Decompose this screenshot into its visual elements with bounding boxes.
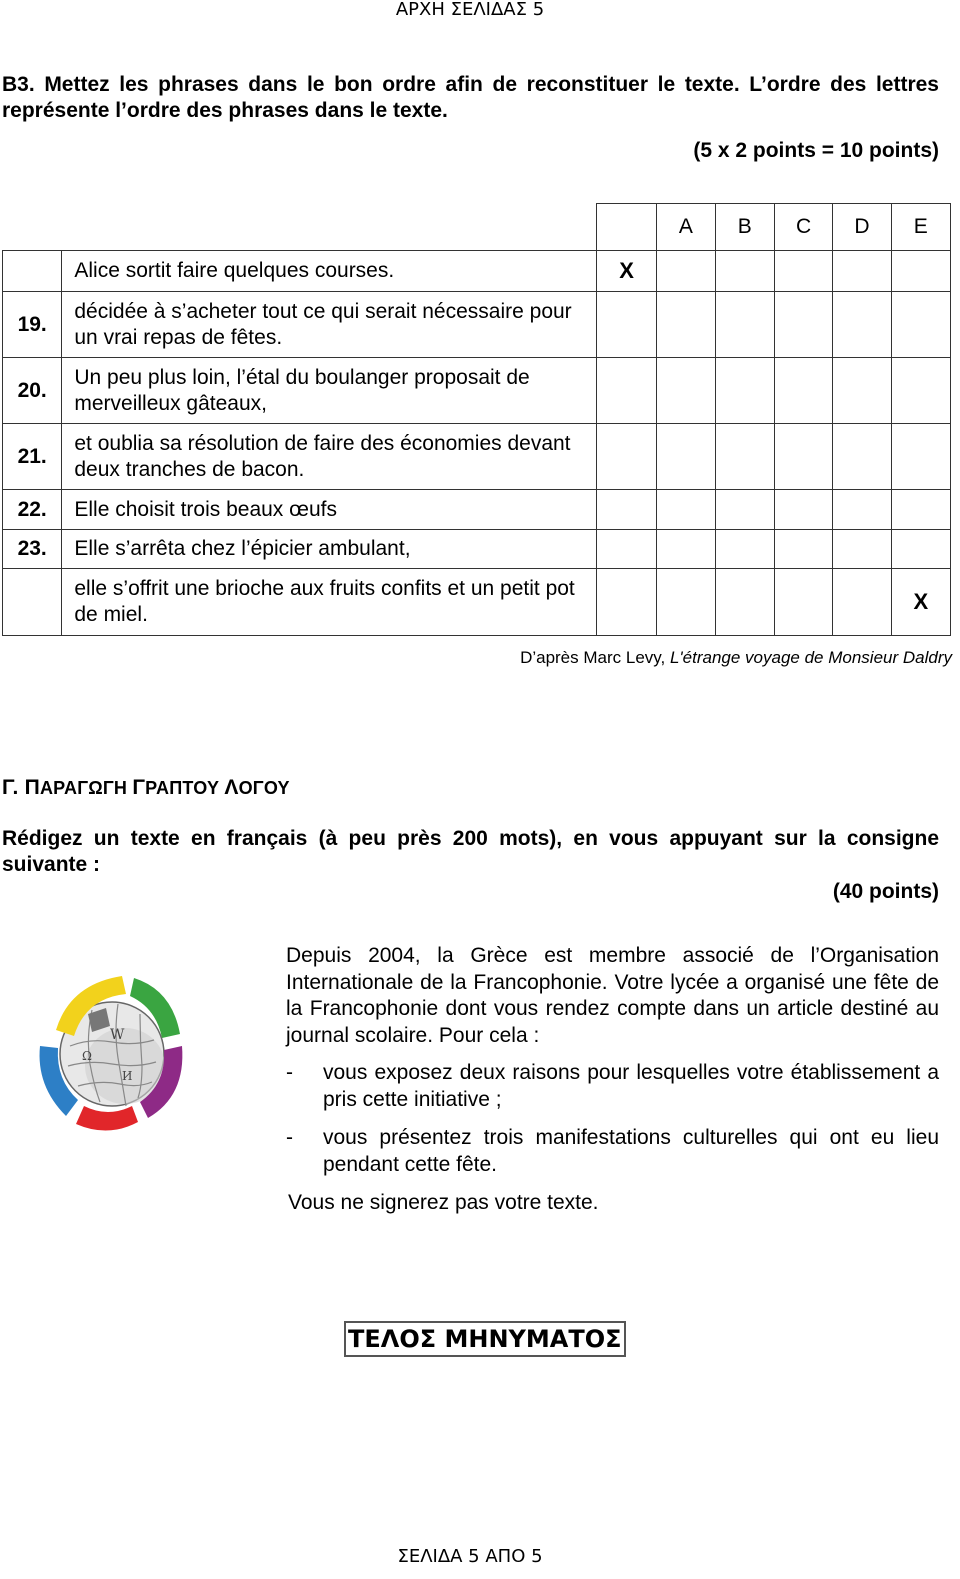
- answer-cell[interactable]: [596, 358, 656, 424]
- b3-instruction: B3. Mettez les phrases dans le bon ordre afin de reconstituer le texte. L’ordre des lettres représente l’ordre des phrases dans le texte.: [2, 73, 939, 122]
- row-number: 23.: [3, 530, 62, 569]
- column-header: D: [833, 204, 891, 251]
- sentence-text: Un peu plus loin, l’étal du boulanger proposait de merveilleux gâteaux,: [62, 358, 596, 424]
- answer-cell[interactable]: [715, 251, 774, 292]
- answer-cell[interactable]: [657, 292, 715, 358]
- page-footer: ΣΕΛΙΔΑ 5 ΑΠΟ 5: [397, 1546, 543, 1567]
- table-row: [3, 358, 951, 424]
- answer-cell[interactable]: [596, 490, 656, 530]
- sentence-text: et oublia sa résolution de faire des économies devant deux tranches de bacon.: [62, 424, 596, 490]
- answer-cell[interactable]: [715, 569, 774, 636]
- globe-glyph: Ω: [82, 1049, 92, 1063]
- globe-glyph: И: [122, 1069, 133, 1083]
- answer-mark: X: [891, 569, 950, 636]
- answer-cell[interactable]: [596, 530, 656, 569]
- answer-cell[interactable]: [833, 424, 891, 490]
- answer-cell[interactable]: [891, 424, 950, 490]
- title-part: Γ: [132, 776, 146, 799]
- table-row-last: [3, 569, 951, 636]
- section-c-points: (40 points): [832, 880, 939, 903]
- answer-cell[interactable]: [833, 569, 891, 636]
- answer-cell[interactable]: [833, 530, 891, 569]
- title-part: Λ: [224, 776, 239, 799]
- answer-cell[interactable]: [715, 424, 774, 490]
- title-part: ΟΓΟΥ: [238, 778, 290, 798]
- bullet-text: vous exposez deux raisons pour lesquelles votre établissement a pris cette initiative ;: [323, 1061, 939, 1111]
- answer-cell[interactable]: [657, 424, 715, 490]
- answer-cell[interactable]: [657, 358, 715, 424]
- row-number: [3, 569, 62, 636]
- title-part: ΡΑΠΤΟΥ: [145, 778, 225, 798]
- column-header: C: [774, 204, 832, 251]
- answer-cell[interactable]: [715, 358, 774, 424]
- section-c-title: [2, 776, 290, 800]
- bullet-item: [286, 1060, 939, 1113]
- column-header: A: [657, 204, 715, 251]
- sentence-text: décidée à s’acheter tout ce qui serait nécessaire pour un vrai repas de fêtes.: [62, 292, 596, 358]
- prompt-closing: Vous ne signerez pas votre texte.: [288, 1191, 599, 1214]
- table-row: [3, 424, 951, 490]
- blank-header-cell: [3, 204, 597, 251]
- answer-mark: X: [596, 251, 656, 292]
- answer-cell[interactable]: [891, 251, 950, 292]
- end-of-message: ΤΕΛΟΣ ΜΗΝΥΜΑΤΟΣ: [344, 1321, 626, 1357]
- table-row: [3, 530, 951, 569]
- source-prefix: D’après Marc Levy,: [520, 648, 670, 667]
- row-number: 21.: [3, 424, 62, 490]
- table-row-first: [3, 251, 951, 292]
- prompt-block: [286, 943, 939, 1217]
- answer-cell[interactable]: [774, 292, 832, 358]
- source-citation: [520, 647, 952, 669]
- answer-cell[interactable]: [657, 530, 715, 569]
- prompt-bullets: [286, 1060, 939, 1178]
- title-part: Γ.: [2, 776, 25, 799]
- answer-cell[interactable]: [657, 490, 715, 530]
- answer-cell[interactable]: [774, 569, 832, 636]
- answer-cell[interactable]: [596, 292, 656, 358]
- answer-cell[interactable]: [715, 530, 774, 569]
- header-row: [3, 204, 951, 251]
- blank-x-header: [596, 204, 656, 251]
- answer-cell[interactable]: [774, 358, 832, 424]
- column-header: B: [715, 204, 774, 251]
- sentence-text: Elle s’arrêta chez l’épicier ambulant,: [62, 530, 596, 569]
- sentence-text: elle s’offrit une brioche aux fruits confits et un petit pot de miel.: [62, 569, 596, 636]
- answer-cell[interactable]: [891, 292, 950, 358]
- bullet-item: [286, 1125, 939, 1178]
- answer-cell[interactable]: [774, 424, 832, 490]
- sentence-text: Alice sortit faire quelques courses.: [62, 251, 596, 292]
- page-header: ΑΡΧΗ ΣΕΛΙΔΑΣ 5: [395, 0, 545, 20]
- answer-cell[interactable]: [657, 251, 715, 292]
- answer-cell[interactable]: [891, 358, 950, 424]
- table-row: [3, 490, 951, 530]
- answer-cell[interactable]: [833, 292, 891, 358]
- row-number: 20.: [3, 358, 62, 424]
- prompt-intro: Depuis 2004, la Grèce est membre associé de l’Organisation Internationale de la Francophonie. Votre lycée a organisé une fête de la Francophonie dont vous rendez compte dans un article destiné au journal scolaire. Pour cela :: [286, 944, 939, 1047]
- sentence-text: Elle choisit trois beaux œufs: [62, 490, 596, 530]
- answer-cell[interactable]: [774, 530, 832, 569]
- answer-cell[interactable]: [833, 251, 891, 292]
- answer-cell[interactable]: [596, 569, 656, 636]
- bullet-text: vous présentez trois manifestations culturelles qui ont eu lieu pendant cette fête.: [323, 1126, 939, 1176]
- answer-cell[interactable]: [596, 424, 656, 490]
- ordering-table: [2, 203, 951, 636]
- answer-cell[interactable]: [891, 490, 950, 530]
- row-number: [3, 251, 62, 292]
- b3-points: (5 x 2 points = 10 points): [693, 139, 939, 162]
- answer-cell[interactable]: [657, 569, 715, 636]
- answer-cell[interactable]: [715, 490, 774, 530]
- title-part: Π: [24, 776, 40, 799]
- title-part: ΑΡΑΓΩΓΗ: [39, 778, 133, 798]
- column-header: E: [891, 204, 950, 251]
- row-number: 22.: [3, 490, 62, 530]
- answer-cell[interactable]: [833, 490, 891, 530]
- answer-cell[interactable]: [891, 530, 950, 569]
- globe-glyph: W: [110, 1027, 125, 1043]
- answer-cell[interactable]: [833, 358, 891, 424]
- bullet-dash: -: [286, 1061, 293, 1084]
- answer-cell[interactable]: [715, 292, 774, 358]
- answer-cell[interactable]: [774, 251, 832, 292]
- answer-cell[interactable]: [774, 490, 832, 530]
- source-title: L'étrange voyage de Monsieur Daldry: [669, 648, 952, 667]
- bullet-dash: -: [286, 1126, 293, 1149]
- francophonie-globe-logo: [30, 968, 190, 1138]
- table-row: [3, 292, 951, 358]
- ring-red: [76, 1106, 138, 1131]
- writing-task: Rédigez un texte en français (à peu près 200 mots), en vous appuyant sur la consigne suivante :: [2, 827, 939, 876]
- row-number: 19.: [3, 292, 62, 358]
